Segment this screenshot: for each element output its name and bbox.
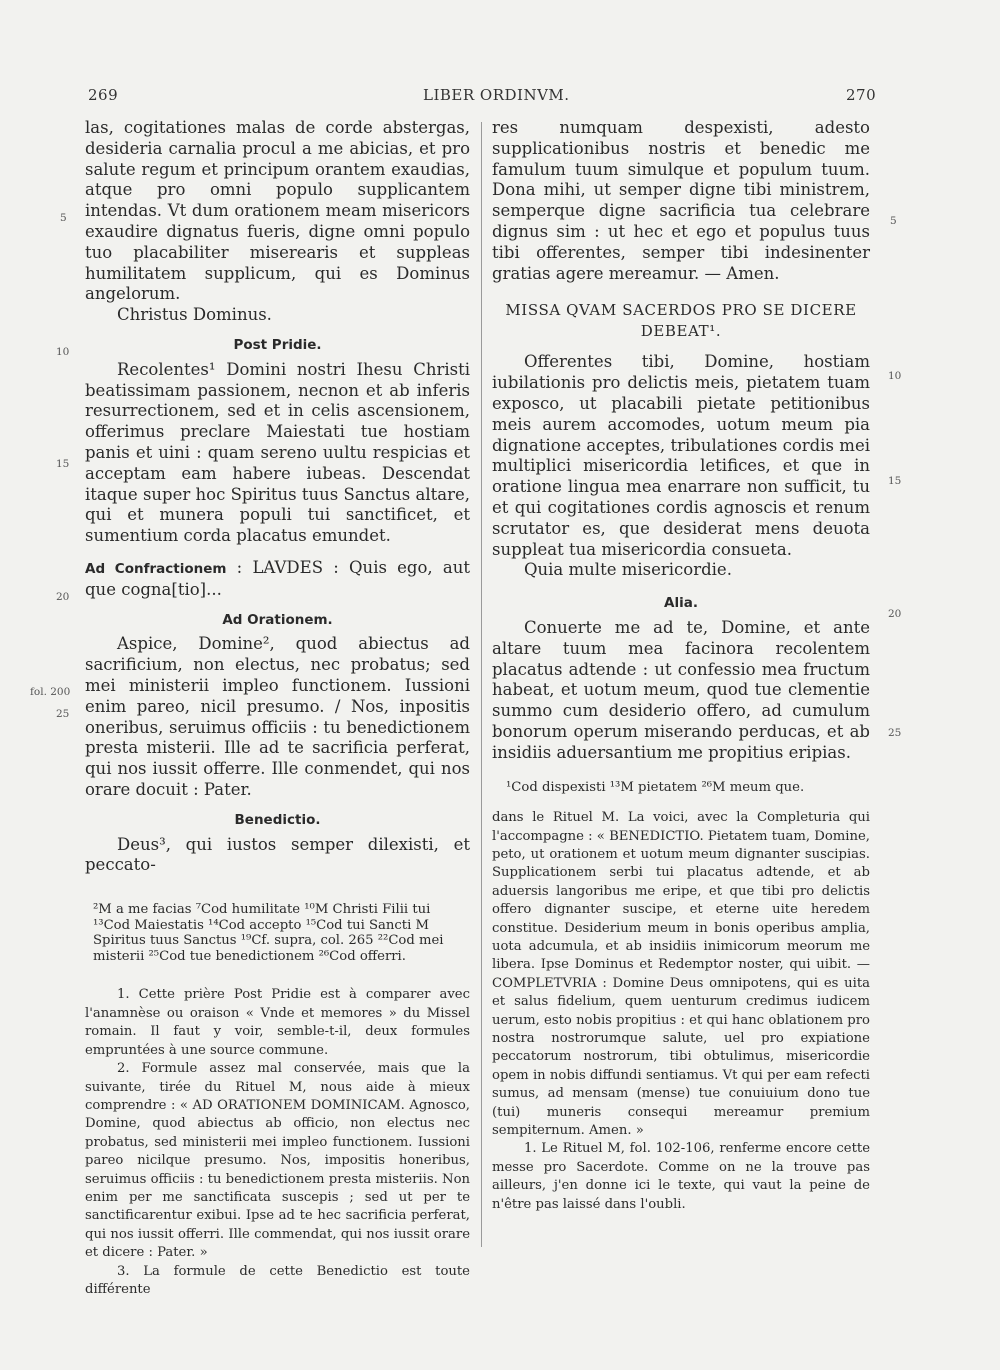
apparatus-line: ²M a me facias ⁷Cod humilitate ¹⁰M Christi Filii tui [93, 902, 431, 918]
section-heading-benedictio: Benedictio. [234, 811, 321, 828]
mass-title: MISSA QVAM SACERDOS PRO SE DICERE DEBEAT¹. [505, 301, 857, 341]
apparatus-line: ¹³Cod Maiestatis ¹⁴Cod accepto ¹⁵Cod tui Sancti M [93, 917, 430, 933]
paragraph: las, cogitationes malas de corde abstergas, desideria carnalia procul a me abicias, et pro salute regum et principum orantem exaudias, atque pro omni populo supplicantem intendas. Vt dum orationem meam misericors exaudire dignatus fueris, digne omni populo tuo placabiliter miserearis et suppleas humilitatem supplicum, qui es Dominus angelorum. [85, 118, 470, 304]
rubric-ad-confractionem [85, 558, 470, 601]
section-heading-ad-orationem: Ad Orationem. [222, 611, 333, 628]
line-number: 25 [888, 727, 902, 739]
line-number: 15 [888, 475, 902, 487]
footnote: 1. Le Rituel M, fol. 102-106, renferme encore cette messe pro Sacerdote. Comme on ne la trouve pas ailleurs, j'en donne ici le texte, qui vaut la peine de n'être pas laissé dans l'oubli. [492, 1141, 870, 1212]
footnote: 3. La formule de cette Benedictio est toute différente [85, 1263, 470, 1297]
paragraph: Conuerte me ad te, Domine, et ante altare tuum mea facinora recolentem placatus adtende : ut confessio mea fructum habeat, et uotum meum, quod tue clementie summo cum desiderio offero, ad cumulum bonorum operum miserando perducas, et ab insidiis aduersantium me propitius eripias. [492, 617, 870, 762]
footnotes [492, 809, 870, 1214]
folio-marker: fol. 200 [30, 686, 71, 698]
running-title: LIBER ORDINVM. [423, 86, 570, 104]
line-number: 5 [60, 212, 67, 224]
critical-apparatus: ¹Cod dispexisti ¹³M pietatem ²⁶M meum que. [506, 779, 805, 795]
paragraph-end: Christus Dominus. [117, 305, 272, 325]
line-number: 20 [888, 608, 902, 620]
paragraph: Deus³, qui iustos semper dilexisti, et peccato- [85, 834, 470, 875]
right-page-number: 270 [846, 86, 877, 104]
paragraph: Aspice, Domine², quod abiectus ad sacrificium, non electus, nec probatus; sed mei ministerii impleo functionem. Iussioni enim pareo, nicil presumo. / Nos, inpositis oneribus, seruimus officiis : tu benedictionem presta misterii. Ille ad te sacrificia perferat, qui nos iussit offerre. Ille conmendet, qui nos orare docuit : Pater. [85, 634, 470, 799]
line-number: 10 [888, 370, 902, 382]
rubric-label: Ad Confractionem [85, 560, 227, 577]
left-column [85, 118, 470, 1299]
footnotes [85, 986, 470, 1299]
apparatus-line: misterii ²⁵Cod tue benedictionem ²⁶Cod offerri. [93, 948, 406, 964]
footnote: 1. Cette prière Post Pridie est à comparer avec l'anamnèse ou oraison « Vnde et memores » du Missel romain. Il faut y voir, semble-t-il, deux formules empruntées à une source commune. [85, 987, 470, 1058]
footnote-continuation: dans le Rituel M. La voici, avec la Completuria qui l'accompagne : « BENEDICTIO. Pietatem tuam, Domine, peto, ut orationem et uotum meum dignanter suscipias. Supplicationem serbi tui placatus adtende, et ab aduersis langoribus me eripe, et que tibi pro delictis offero dignanter suscipe, et eterne uite heredem constitue. Desiderium meum in bonis operibus amplia, uota adcumula, et ab insidiis inimicorum meorum me libera. Ipse Dominus et Redemptor noster, qui uibit. — COMPLETVRIA : Domine Deus omnipotens, qui es uita et salus fidelium, quem uenturum credimus iudicem uerum, esto nobis propitius : et qui hanc oblationem pro nostra nostrorumque salute, uel pro expiatione peccatorum nostrorum, tibi obtulimus, misericordie opem in nobis diffundi sentiamus. Vt qui per eam refecti sumus, ad mensam (mense) tue conuiuium dono tue (tui) muneris consequi mereamur premium sempiternum. Amen. » [492, 810, 870, 1139]
line-number: 20 [56, 591, 70, 603]
paragraph: res numquam despexisti, adesto supplicationibus nostris et benedic me famulum tuum simulque et populum tuum. Dona mihi, ut semper digne tibi ministrem, semperque digne sacrificia tua celebrare dignus sim : ut hec et ego et populus tuus tibi offerentes, semper tibi indesinenter gratias agere mereamur. — Amen. [492, 118, 870, 283]
critical-apparatus [85, 902, 470, 964]
footnote: 2. Formule assez mal conservée, mais que la suivante, tirée du Rituel M, nous aide à mieux comprendre : « AD ORATIONEM DOMINICAM. Agnosco, Domine, quod abiectus ab officio, non electus nec probatus, sed ministerii mei impleo functionem. Iussioni pareo nicilque presumo. Nos, impositis honeribus, seruimus officiis : tu benedictionem presta misteriis. Non enim per me sanctificata suscepis ; sed ut per te sanctificarentur exibui. Ipse ad te hec sacrificia perferat, qui nos iussit offerri. Ille commendat, qui nos iussit orare et dicere : Pater. » [85, 1061, 470, 1261]
line-number: 15 [56, 458, 70, 470]
rubric-text: : LAVDES : Quis ego, aut que cogna[tio]... [85, 557, 471, 599]
paragraph: Recolentes¹ Domini nostri Ihesu Christi beatissimam passionem, necnon et ab inferis resurrectionem, sed et in celis ascensionem, offerimus preclare Maiestati tue hostiam panis et uini : quam sereno uultu respicias et acceptam eam habere iubeas. Descendat itaque super hoc Spiritus tuus Sanctus altare, qui et munera populi tui sanctificet, et sumentium corda placatus emundet. [85, 359, 470, 546]
column-divider [481, 122, 482, 1247]
section-heading-post-pridie: Post Pridie. [233, 336, 322, 353]
line-number: 25 [56, 708, 70, 720]
apparatus-line: Spiritus tuus Sanctus ¹⁹Cf. supra, col. 265 ²²Cod mei [93, 933, 444, 949]
line-number: 10 [56, 346, 70, 358]
paragraph: Offerentes tibi, Domine, hostiam iubilationis pro delictis meis, pietatem tuam exposco, ut placabili pietate petitionibus meis aurem accomodes, uotum meum pia dignatione acceptes, tribulationes cordis mei multiplici misericordia letifices, et que in oratione lingua mea enarrare non sufficit, tu et qui cogitationes cordis agnoscis et renum scrutator es, que desiderat mens deuota suppleat tua misericordia consueta. [492, 352, 870, 559]
line-number: 5 [890, 215, 897, 227]
left-page-number: 269 [88, 86, 119, 104]
right-column [492, 118, 870, 1214]
paragraph-end: Quia multe misericordie. [524, 560, 732, 580]
section-heading-alia: Alia. [664, 595, 698, 612]
